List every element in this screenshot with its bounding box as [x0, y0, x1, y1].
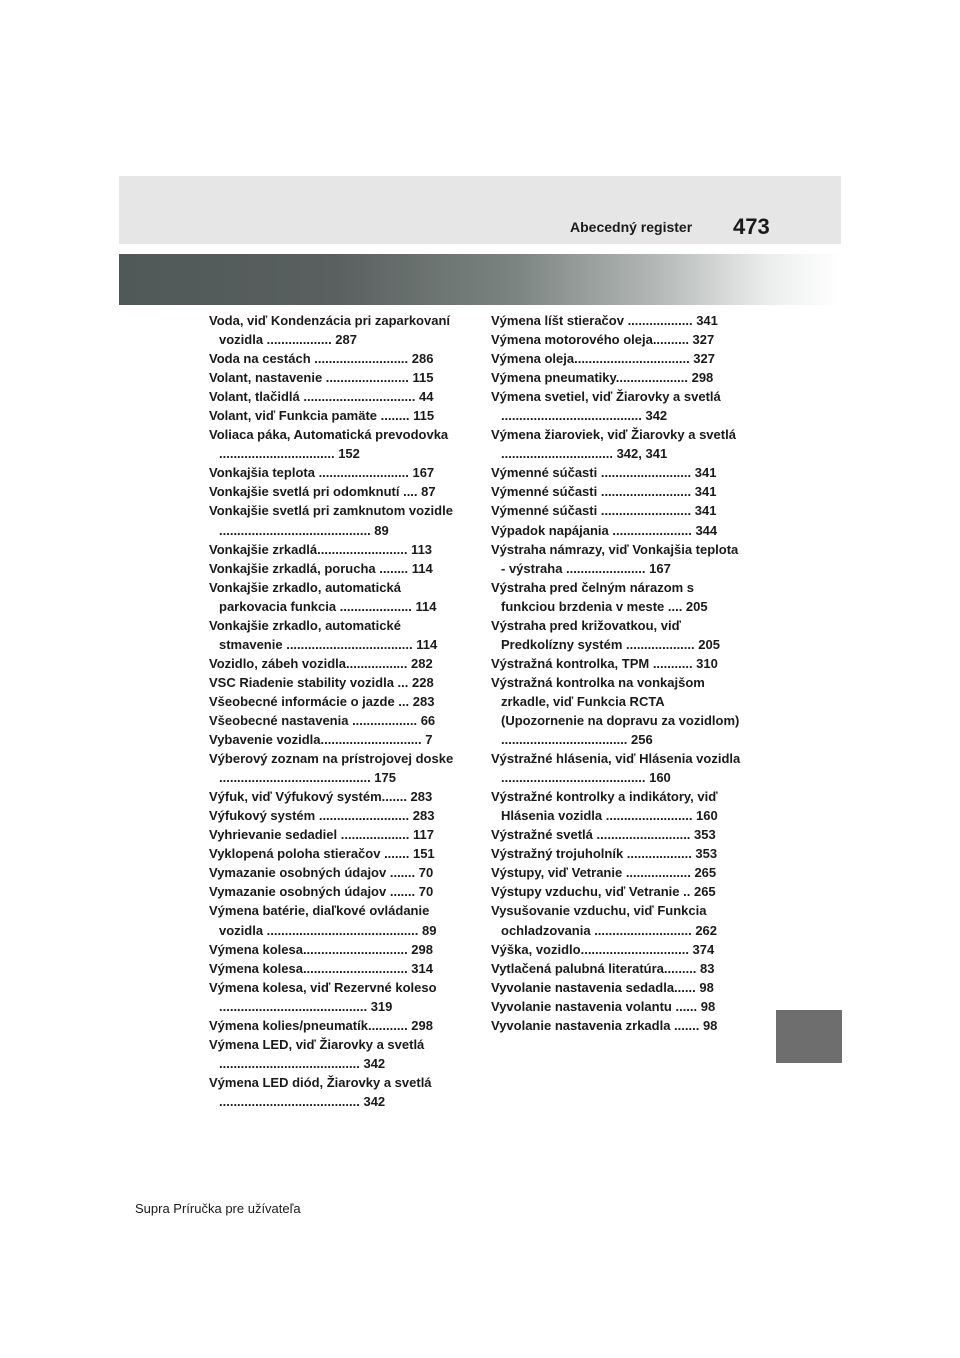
index-entry: Vyvolanie nastavenia volantu ...... 98	[491, 998, 716, 1014]
index-entry: Vonkajšia teplota ......................... 167	[209, 465, 435, 481]
index-entry: Volant, tlačidlá ............................... 44	[209, 389, 434, 405]
index-entry: Výmena oleja................................ 327	[491, 351, 715, 367]
index-column-left	[209, 311, 461, 1111]
index-entry: Výfukový systém ......................... 283	[209, 808, 435, 824]
index-entry: Výmenné súčasti ......................... 341	[491, 484, 717, 500]
index-entry: Výmenné súčasti ......................... 341	[491, 465, 717, 481]
index-entry: Výmena LED, viď Žiarovky a svetlá ....................................... 342	[209, 1036, 425, 1071]
index-entry: Výstupy, viď Vetranie .................. 265	[491, 865, 717, 881]
footer-text: Supra Príručka pre užívateľa	[135, 1201, 301, 1216]
index-entry: Výstupy vzduchu, viď Vetranie .. 265	[491, 884, 716, 900]
index-entry: Výmena kolesa............................. 298	[209, 941, 433, 957]
index-entry: Všeobecné nastavenia .................. 66	[209, 712, 436, 728]
index-entry: Vonkajšie zrkadlá......................... 113	[209, 541, 433, 557]
chapter-gradient-bar	[119, 254, 841, 305]
chapter-tab-marker	[776, 1010, 842, 1063]
index-entry: Výška, vozidlo.............................. 374	[491, 941, 715, 957]
index-entry: Výstražné svetlá .......................... 353	[491, 827, 716, 843]
index-entry: Výmena motorového oleja.......... 327	[491, 332, 715, 348]
index-entry: Výberový zoznam na prístrojovej doske .......................................... 175	[209, 751, 454, 786]
index-entry: Výstraha pred križovatkou, viď Predkolízny systém ................... 205	[491, 617, 720, 652]
index-entry: Výmena kolesa, viď Rezervné koleso ......................................... 319	[209, 979, 437, 1014]
section-title: Abecedný register	[570, 219, 693, 235]
index-column-right	[491, 311, 743, 1035]
index-entry: Vonkajšie svetlá pri zamknutom vozidle .......................................... 89	[209, 503, 453, 538]
index-entry: Výstražný trojuholník .................. 353	[491, 846, 718, 862]
index-entry: Výstražná kontrolka na vonkajšom zrkadle, viď Funkcia RCTA (Upozornenie na dopravu za vozidlom) ................................... 256	[491, 674, 740, 748]
index-entry: Volant, nastavenie ....................... 115	[209, 370, 434, 386]
index-entry: Voda, viď Kondenzácia pri zaparkovaní vozidla .................. 287	[209, 313, 451, 348]
index-entry: Voliaca páka, Automatická prevodovka ................................ 152	[209, 427, 449, 462]
index-entry: Všeobecné informácie o jazde ... 283	[209, 693, 435, 709]
index-entry: Vybavenie vozidla............................ 7	[209, 732, 433, 748]
index-entry: Výmena kolesa............................. 314	[209, 960, 433, 976]
index-entry: Vonkajšie zrkadlo, automatické stmavenie ................................... 114	[209, 617, 438, 652]
index-entry: Výmenné súčasti ......................... 341	[491, 503, 717, 519]
index-entry: Výmena žiaroviek, viď Žiarovky a svetlá ............................... 342, 341	[491, 427, 736, 462]
index-entry: Výstražné kontrolky a indikátory, viď Hlásenia vozidla ........................ 160	[491, 789, 718, 824]
index-entry: Vyvolanie nastavenia zrkadla ....... 98	[491, 1017, 718, 1033]
index-entry: Vymazanie osobných údajov ....... 70	[209, 884, 434, 900]
index-entry: Výmena batérie, diaľkové ovládanie vozidla .......................................... 89	[209, 903, 437, 938]
index-entry: Vyvolanie nastavenia sedadla...... 98	[491, 979, 714, 995]
index-entry: Výpadok napájania ...................... 344	[491, 522, 718, 538]
index-entry: Vyhrievanie sedadiel ................... 117	[209, 827, 434, 843]
index-entry: Vyklopená poloha stieračov ....... 151	[209, 846, 435, 862]
index-entry: VSC Riadenie stability vozidla ... 228	[209, 674, 434, 690]
index-entry: Vonkajšie zrkadlo, automatická parkovacia funkcia .................... 114	[209, 579, 437, 614]
index-entry: Volant, viď Funkcia pamäte ........ 115	[209, 408, 435, 424]
index-entry: Vytlačená palubná literatúra......... 83	[491, 960, 715, 976]
index-entry: Výfuk, viď Výfukový systém....... 283	[209, 789, 433, 805]
index-entry: Výstražné hlásenia, viď Hlásenia vozidla ........................................ 160	[491, 751, 741, 786]
index-entry: Vymazanie osobných údajov ....... 70	[209, 865, 434, 881]
index-entry: Voda na cestách .......................... 286	[209, 351, 434, 367]
index-entry: Výmena svetiel, viď Žiarovky a svetlá ....................................... 342	[491, 389, 721, 424]
index-entry: Vysušovanie vzduchu, viď Funkcia ochladzovania ........................... 262	[491, 903, 718, 938]
index-entry: Vozidlo, zábeh vozidla................. 282	[209, 655, 433, 671]
index-entry: Výmena pneumatiky.................... 298	[491, 370, 714, 386]
index-entry: Výstražná kontrolka, TPM ........... 310	[491, 655, 718, 671]
index-entry: Vonkajšie zrkadlá, porucha ........ 114	[209, 560, 433, 576]
index-entry: Výstraha pred čelným nárazom s funkciou brzdenia v meste .... 205	[491, 579, 708, 614]
index-entry: Výmena LED diód, Žiarovky a svetlá ....................................... 342	[209, 1074, 432, 1109]
index-entry: Výmena kolies/pneumatík........... 298	[209, 1017, 433, 1033]
index-entry: Vonkajšie svetlá pri odomknutí .... 87	[209, 484, 436, 500]
page-number: 473	[733, 214, 770, 239]
index-entry: Výmena líšt stieračov .................. 341	[491, 313, 718, 328]
index-entry: Výstraha námrazy, viď Vonkajšia teplota - výstraha ...................... 167	[491, 541, 739, 576]
